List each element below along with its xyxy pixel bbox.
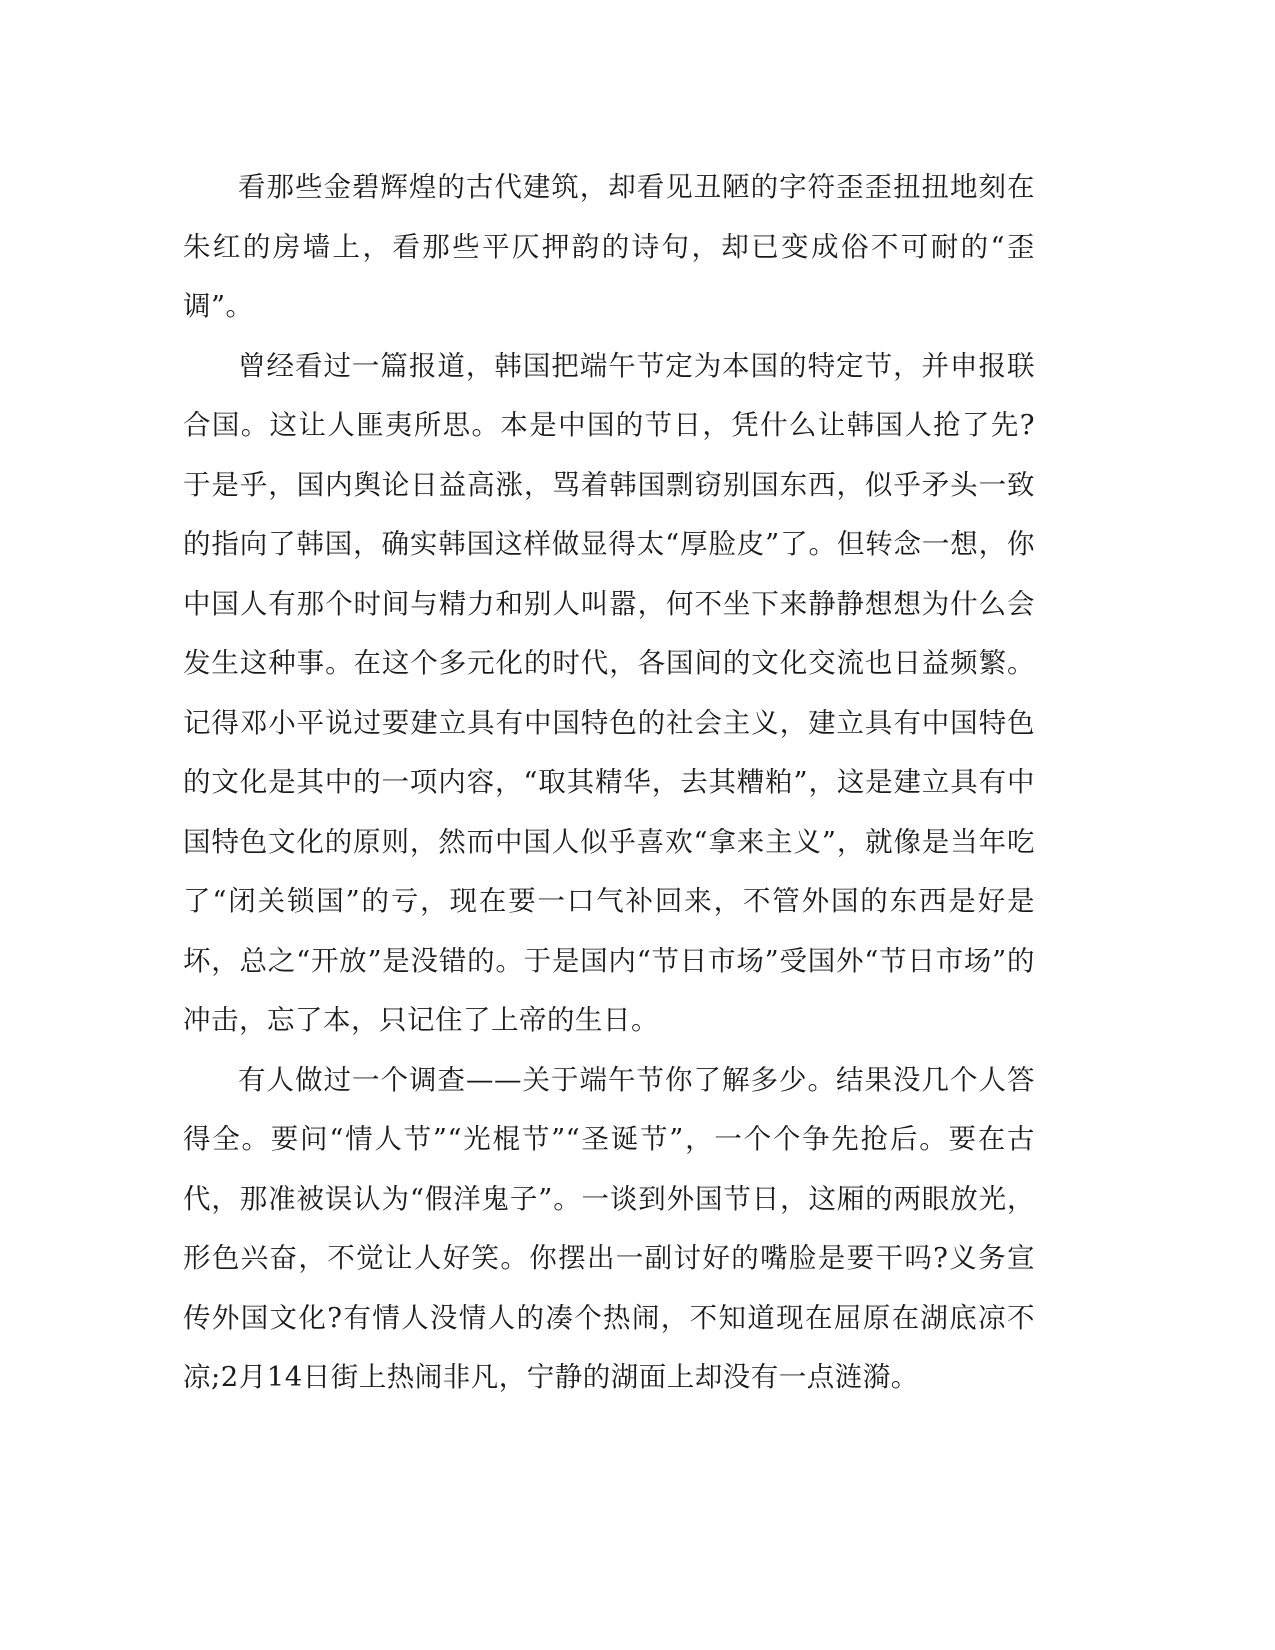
paragraph-2: 曾经看过一篇报道，韩国把端午节定为本国的特定节，并申报联合国。这让人匪夷所思。本是中国的节日，凭什么让韩国人抢了先?于是乎，国内舆论日益高涨，骂着韩国剽窃别国东西，似乎矛头一致的指向了韩国，确实韩国这样做显得太“厚脸皮”了。但转念一想，你中国人有那个时间与精力和别人叫嚣，何不坐下来静静想想为什么会发生这种事。在这个多元化的时代，各国间的文化交流也日益频繁。记得邓小平说过要建立具有中国特色的社会主义，建立具有中国特色的文化是其中的一项内容，“取其精华，去其糟粕”，这是建立具有中国特色文化的原则，然而中国人似乎喜欢“拿来主义”，就像是当年吃了“闭关锁国”的亏，现在要一口气补回来，不管外国的东西是好是坏，总之“开放”是没错的。于是国内“节日市场”受国外“节日市场”的冲击，忘了本，只记住了上帝的生日。 <box>183 349 1035 1036</box>
paragraph-3: 有人做过一个调查——关于端午节你了解多少。结果没几个人答得全。要问“情人节”“光棍节”“圣诞节”，一个个争先抢后。要在古代，那准被误认为“假洋鬼子”。一谈到外国节日，这厢的两眼放光，形色兴奋，不觉让人好笑。你摆出一副讨好的嘴脸是要干吗?义务宣传外国文化?有情人没情人的凑个热闹，不知道现在屈原在湖底凉不凉;2月14日街上热闹非凡，宁静的湖面上却没有一点涟漪。 <box>183 1063 1035 1393</box>
paragraph-1: 看那些金碧辉煌的古代建筑，却看见丑陋的字符歪歪扭扭地刻在朱红的房墙上，看那些平仄押韵的诗句，却已变成俗不可耐的“歪调”。 <box>183 171 1035 322</box>
body-text <box>183 158 1035 1408</box>
